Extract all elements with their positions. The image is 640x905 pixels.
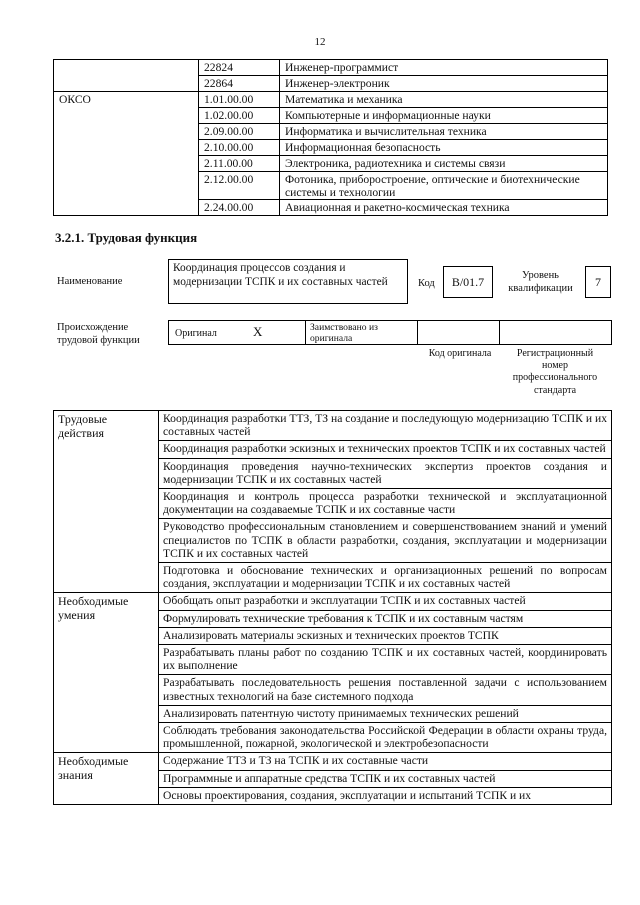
original-box bbox=[168, 320, 306, 345]
item-cell: Анализировать материалы эскизных и технических проектов ТСПК bbox=[159, 627, 612, 644]
item-cell: Формулировать технические требования к ТСПК и их составным частям bbox=[159, 610, 612, 627]
codes-name-cell: Авиационная и ракетно-космическая техника bbox=[280, 200, 608, 216]
codes-name-cell: Электроника, радиотехника и системы связи bbox=[280, 156, 608, 172]
codes-code-cell: 2.24.00.00 bbox=[199, 200, 280, 216]
item-cell: Координация и контроль процесса разработки технической и эксплуатационной документации на создаваемые ТСПК и их составные части bbox=[159, 489, 612, 519]
codes-group-cell bbox=[54, 124, 199, 140]
codes-code-cell: 1.02.00.00 bbox=[199, 108, 280, 124]
reg-number-label: Регистрационный номер профессионального стандарта bbox=[512, 348, 598, 396]
page-number: 12 bbox=[314, 36, 326, 48]
codes-row bbox=[54, 60, 608, 76]
level-label: Уровень квалификации bbox=[508, 270, 573, 294]
codes-group-cell bbox=[54, 200, 199, 216]
category-cell: Трудовые действия bbox=[54, 411, 159, 593]
name-value-box bbox=[168, 259, 408, 304]
codes-group-cell bbox=[54, 76, 199, 92]
functions-table bbox=[53, 410, 612, 805]
codes-group-cell bbox=[54, 140, 199, 156]
codes-row bbox=[54, 76, 608, 92]
codes-group-cell bbox=[54, 108, 199, 124]
codes-row bbox=[54, 172, 608, 200]
item-cell: Программные и аппаратные средства ТСПК и их составных частей bbox=[159, 770, 612, 787]
item-cell: Координация проведения научно-технических экспертиз проектов создания и модернизации ТСПК и их составных частей bbox=[159, 458, 612, 488]
item-cell: Разрабатывать планы работ по созданию ТСПК и их составных частей, координировать их выполнение bbox=[159, 645, 612, 675]
codes-code-cell: 2.09.00.00 bbox=[199, 124, 280, 140]
category-cell: Необходимые знания bbox=[54, 753, 159, 805]
functions-row bbox=[54, 593, 612, 610]
codes-code-cell: 2.12.00.00 bbox=[199, 172, 280, 200]
item-cell: Руководство профессиональным становлением и совершенствованием знаний и умений специалистов по ТСПК в области разработки, создания, эксплуатации и модернизации ТСПК и их составных частей bbox=[159, 519, 612, 563]
level-value: 7 bbox=[595, 275, 601, 289]
codes-row bbox=[54, 200, 608, 216]
item-cell: Содержание ТТЗ и ТЗ на ТСПК и их составные части bbox=[159, 753, 612, 770]
codes-name-cell: Компьютерные и информационные науки bbox=[280, 108, 608, 124]
codes-row bbox=[54, 140, 608, 156]
codes-code-cell: 1.01.00.00 bbox=[199, 92, 280, 108]
section-title: 3.2.1. Трудовая функция bbox=[55, 230, 198, 245]
item-cell: Координация разработки эскизных и технических проектов ТСПК и их составных частей bbox=[159, 441, 612, 458]
codes-row bbox=[54, 124, 608, 140]
code-value-box bbox=[443, 266, 493, 298]
codes-group-cell bbox=[54, 156, 199, 172]
codes-code-cell: 22864 bbox=[199, 76, 280, 92]
original-label: Оригинал bbox=[175, 328, 217, 339]
item-cell: Соблюдать требования законодательства Российской Федерации в области охраны труда, промышленной, пожарной, экологической и электробезопасности bbox=[159, 723, 612, 753]
codes-group-cell: ОКСО bbox=[54, 92, 199, 108]
codes-name-cell: Информатика и вычислительная техника bbox=[280, 124, 608, 140]
codes-row bbox=[54, 108, 608, 124]
reg-number-box bbox=[499, 320, 612, 345]
codes-name-cell: Инженер-программист bbox=[280, 60, 608, 76]
original-mark: X bbox=[253, 324, 263, 339]
codes-group-cell bbox=[54, 172, 199, 200]
item-cell: Обобщать опыт разработки и эксплуатации ТСПК и их составных частей bbox=[159, 593, 612, 610]
codes-name-cell: Инженер-электроник bbox=[280, 76, 608, 92]
name-label: Наименование bbox=[57, 276, 123, 287]
codes-code-cell: 22824 bbox=[199, 60, 280, 76]
codes-code-cell: 2.11.00.00 bbox=[199, 156, 280, 172]
code-label: Код bbox=[418, 278, 435, 289]
codes-row bbox=[54, 156, 608, 172]
codes-name-cell: Информационная безопасность bbox=[280, 140, 608, 156]
item-cell: Подготовка и обоснование технических и организационных решений по вопросам создания, эксплуатации и модернизации ТСПК и их составных частей bbox=[159, 563, 612, 593]
code-value: B/01.7 bbox=[451, 275, 485, 289]
name-value: Координация процессов создания и модернизации ТСПК и их составных частей bbox=[173, 262, 388, 288]
codes-group-cell bbox=[54, 60, 199, 76]
borrowed-box bbox=[305, 320, 418, 345]
level-value-box bbox=[585, 266, 611, 298]
origin-label: Происхождение трудовой функции bbox=[57, 322, 140, 346]
item-cell: Анализировать патентную чистоту принимаемых технических решений bbox=[159, 705, 612, 722]
category-cell: Необходимые умения bbox=[54, 593, 159, 753]
codes-name-cell: Фотоника, приборостроение, оптические и биотехнические системы и технологии bbox=[280, 172, 608, 200]
functions-row bbox=[54, 753, 612, 770]
codes-row bbox=[54, 92, 608, 108]
item-cell: Координация разработки ТТЗ, ТЗ на создание и последующую модернизацию ТСПК и их составных частей bbox=[159, 411, 612, 441]
item-cell: Основы проектирования, создания, эксплуатации и испытаний ТСПК и их bbox=[159, 787, 612, 804]
code-original-label: Код оригинала bbox=[428, 348, 492, 359]
item-cell: Разрабатывать последовательность решения поставленной задачи с использованием известных технологий на базе системного подхода bbox=[159, 675, 612, 705]
codes-code-cell: 2.10.00.00 bbox=[199, 140, 280, 156]
code-original-box bbox=[417, 320, 500, 345]
functions-row bbox=[54, 411, 612, 441]
codes-name-cell: Математика и механика bbox=[280, 92, 608, 108]
codes-table bbox=[53, 59, 608, 216]
borrowed-label: Заимствовано из оригинала bbox=[310, 322, 378, 344]
